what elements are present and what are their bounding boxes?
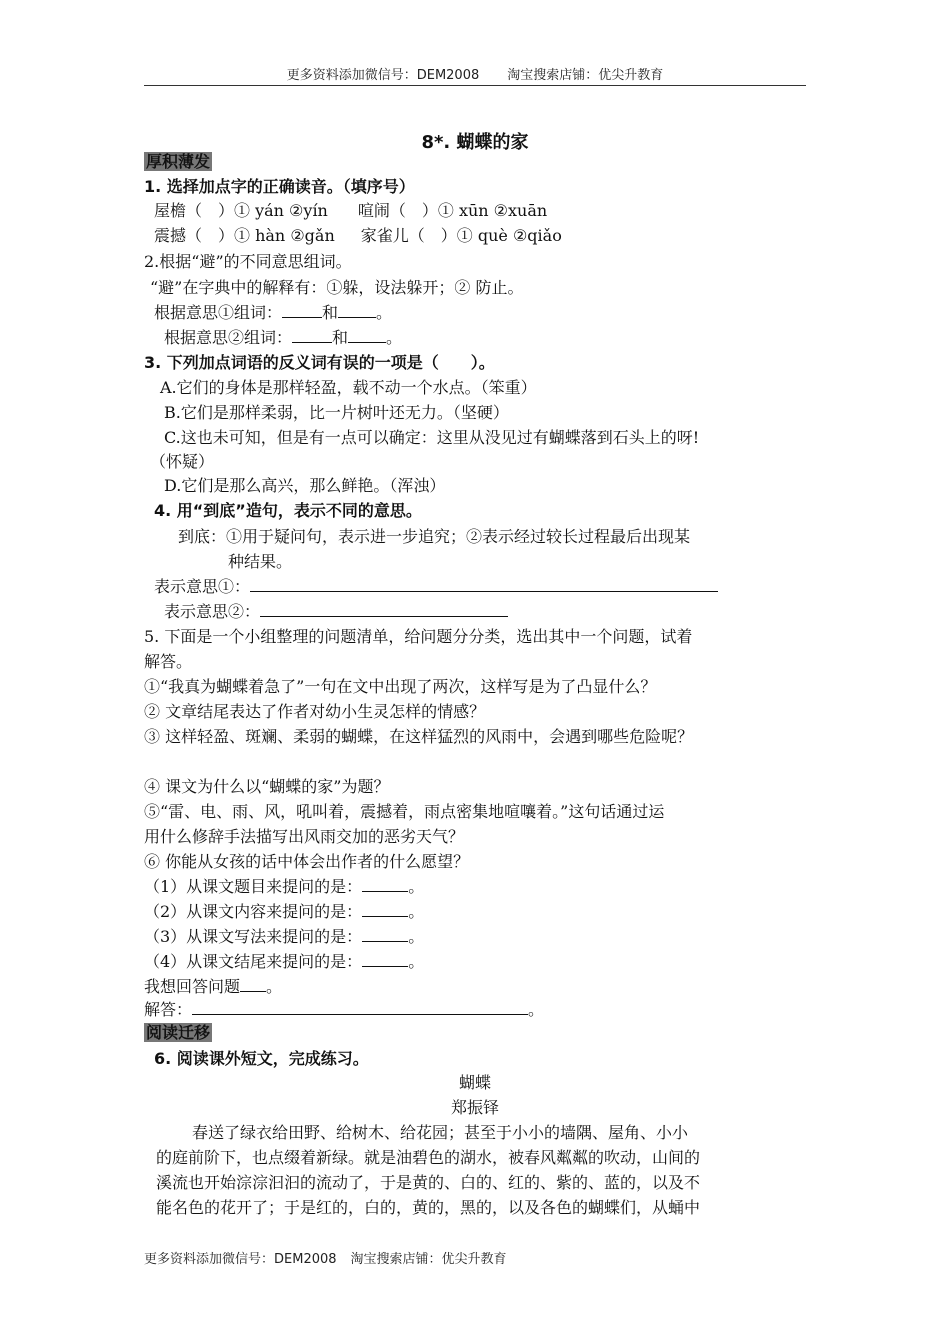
passage-title: 蝴蝶 — [458, 1073, 491, 1092]
page-header — [144, 64, 806, 83]
passage-author: 郑振铎 — [450, 1098, 499, 1117]
q5-sub-4: （4）从课文结尾来提问的是： 。 — [144, 952, 425, 971]
answer-blank[interactable] — [282, 303, 322, 318]
q1-item-2: 喧闹（ ）① xūn ②xuān — [357, 201, 548, 220]
q1-row2 — [154, 226, 562, 246]
answer-blank[interactable] — [338, 303, 376, 318]
q1-item-4: 家雀儿（ ）① què ②qiǎo — [360, 226, 562, 245]
q5-item-5-cont: 用什么修辞手法描写出风雨交加的恶劣天气？ — [144, 827, 465, 846]
answer-blank[interactable] — [362, 927, 408, 942]
q5-want: 我想回答问题 。 — [144, 977, 283, 996]
q1-row1 — [154, 201, 547, 221]
q3-option-c-answer: （怀疑） — [150, 452, 215, 471]
q3-stem: 3. 下列加点词语的反义词有误的一项是（ ）。 — [144, 353, 495, 372]
q1-stem: 1. 选择加点字的正确读音。（填序号） — [144, 177, 415, 196]
q2-stem: 2.根据“避”的不同意思组词。 — [144, 252, 352, 271]
q5-item-2: ② 文章结尾表达了作者对幼小生灵怎样的情感？ — [144, 702, 486, 721]
passage-line-3: 溪流也开始淙淙汩汩的流动了，于是黄的、白的、红的、紫的、蓝的，以及不 — [156, 1173, 701, 1192]
header-wechat: 更多资料添加微信号：DEM2008 — [286, 68, 480, 83]
q4-definition-2: 种结果。 — [228, 552, 293, 571]
passage-line-2: 的庭前阶下，也点缀着新绿。就是油碧色的湖水，被春风粼粼的吹动，山间的 — [156, 1148, 701, 1167]
q5-item-4: ④ 课文为什么以“蝴蝶的家”为题？ — [144, 777, 390, 796]
q5-sub-3: （3）从课文写法来提问的是： 。 — [144, 927, 425, 946]
header-taobao: 淘宝搜索店铺：优尖升教育 — [507, 68, 664, 83]
footer-wechat: 更多资料添加微信号：DEM2008 — [144, 1252, 337, 1267]
q5-item-6: ⑥ 你能从女孩的话中体会出作者的什么愿望？ — [144, 852, 470, 871]
q1-item-1: 屋檐（ ）① yán ②yín — [154, 201, 328, 220]
q2-line-2: 根据意思②组词： 和 。 — [164, 328, 403, 347]
q3-option-d: D.它们是那么高兴，那么鲜艳。（浑浊） — [164, 476, 446, 495]
q1-item-3: 震撼（ ）① hàn ②gǎn — [154, 226, 335, 245]
answer-blank[interactable] — [240, 977, 266, 992]
q5-sub-1: （1）从课文题目来提问的是： 。 — [144, 877, 425, 896]
q2-line-1: 根据意思①组词： 和 。 — [154, 303, 393, 322]
answer-blank[interactable] — [192, 1000, 528, 1015]
q5-item-3: ③ 这样轻盈、斑斓、柔弱的蝴蝶，在这样猛烈的风雨中，会遇到哪些危险呢？ — [144, 727, 694, 746]
q5-item-1: ①“我真为蝴蝶着急了”一句在文中出现了两次，这样写是为了凸显什么？ — [144, 677, 657, 696]
passage-line-4: 能名色的花开了；于是红的，白的，黄的，黑的，以及各色的蝴蝶们，从蛹中 — [156, 1198, 701, 1217]
q5-item-5: ⑤“雷、电、雨、风，吼叫着，震撼着，雨点密集地喧嚷着。”这句话通过运 — [144, 802, 665, 821]
answer-blank[interactable] — [260, 602, 508, 617]
q4-definition-1: 到底：①用于疑问句，表示进一步追究；②表示经过较长过程最后出现某 — [178, 527, 691, 546]
answer-blank[interactable] — [362, 902, 408, 917]
answer-blank[interactable] — [348, 328, 386, 343]
page-footer — [144, 1248, 507, 1267]
q3-option-b: B.它们是那样柔弱，比一片树叶还无力。（坚硬） — [164, 403, 509, 422]
q4-stem: 4. 用“到底”造句，表示不同的意思。 — [154, 501, 422, 520]
section-heading-2: 阅读迁移 — [146, 1023, 211, 1042]
q4-meaning-1: 表示意思①： — [154, 577, 718, 597]
q5-sub-2: （2）从课文内容来提问的是： 。 — [144, 902, 425, 921]
q6-stem: 6. 阅读课外短文，完成练习。 — [154, 1049, 369, 1068]
footer-taobao: 淘宝搜索店铺：优尖升教育 — [350, 1252, 507, 1267]
passage-line-1: 春送了绿衣给田野、给树木、给花园；甚至于小小的墙隅、屋角、小小 — [192, 1123, 689, 1142]
answer-blank[interactable] — [362, 952, 408, 967]
answer-blank[interactable] — [362, 877, 408, 892]
answer-blank[interactable] — [250, 577, 718, 592]
q5-stem-1: 5. 下面是一个小组整理的问题清单，给问题分分类，选出其中一个问题，试着 — [144, 627, 693, 646]
answer-blank[interactable] — [292, 328, 332, 343]
q5-stem-2: 解答。 — [144, 652, 193, 671]
q3-option-c: C.这也未可知，但是有一点可以确定：这里从没见过有蝴蝶落到石头上的呀! — [164, 428, 700, 447]
header-divider — [144, 85, 806, 86]
section-heading-1: 厚积薄发 — [146, 152, 211, 171]
q2-definition: “避”在字典中的解释有：①躲，设法躲开；② 防止。 — [150, 278, 524, 297]
q3-option-a: A.它们的身体是那样轻盈，载不动一个水点。（笨重） — [160, 378, 537, 397]
q4-meaning-2: 表示意思②： — [164, 602, 508, 622]
page-title: 8*. 蝴蝶的家 — [421, 132, 529, 153]
q5-answer: 解答： 。 — [144, 1000, 545, 1019]
